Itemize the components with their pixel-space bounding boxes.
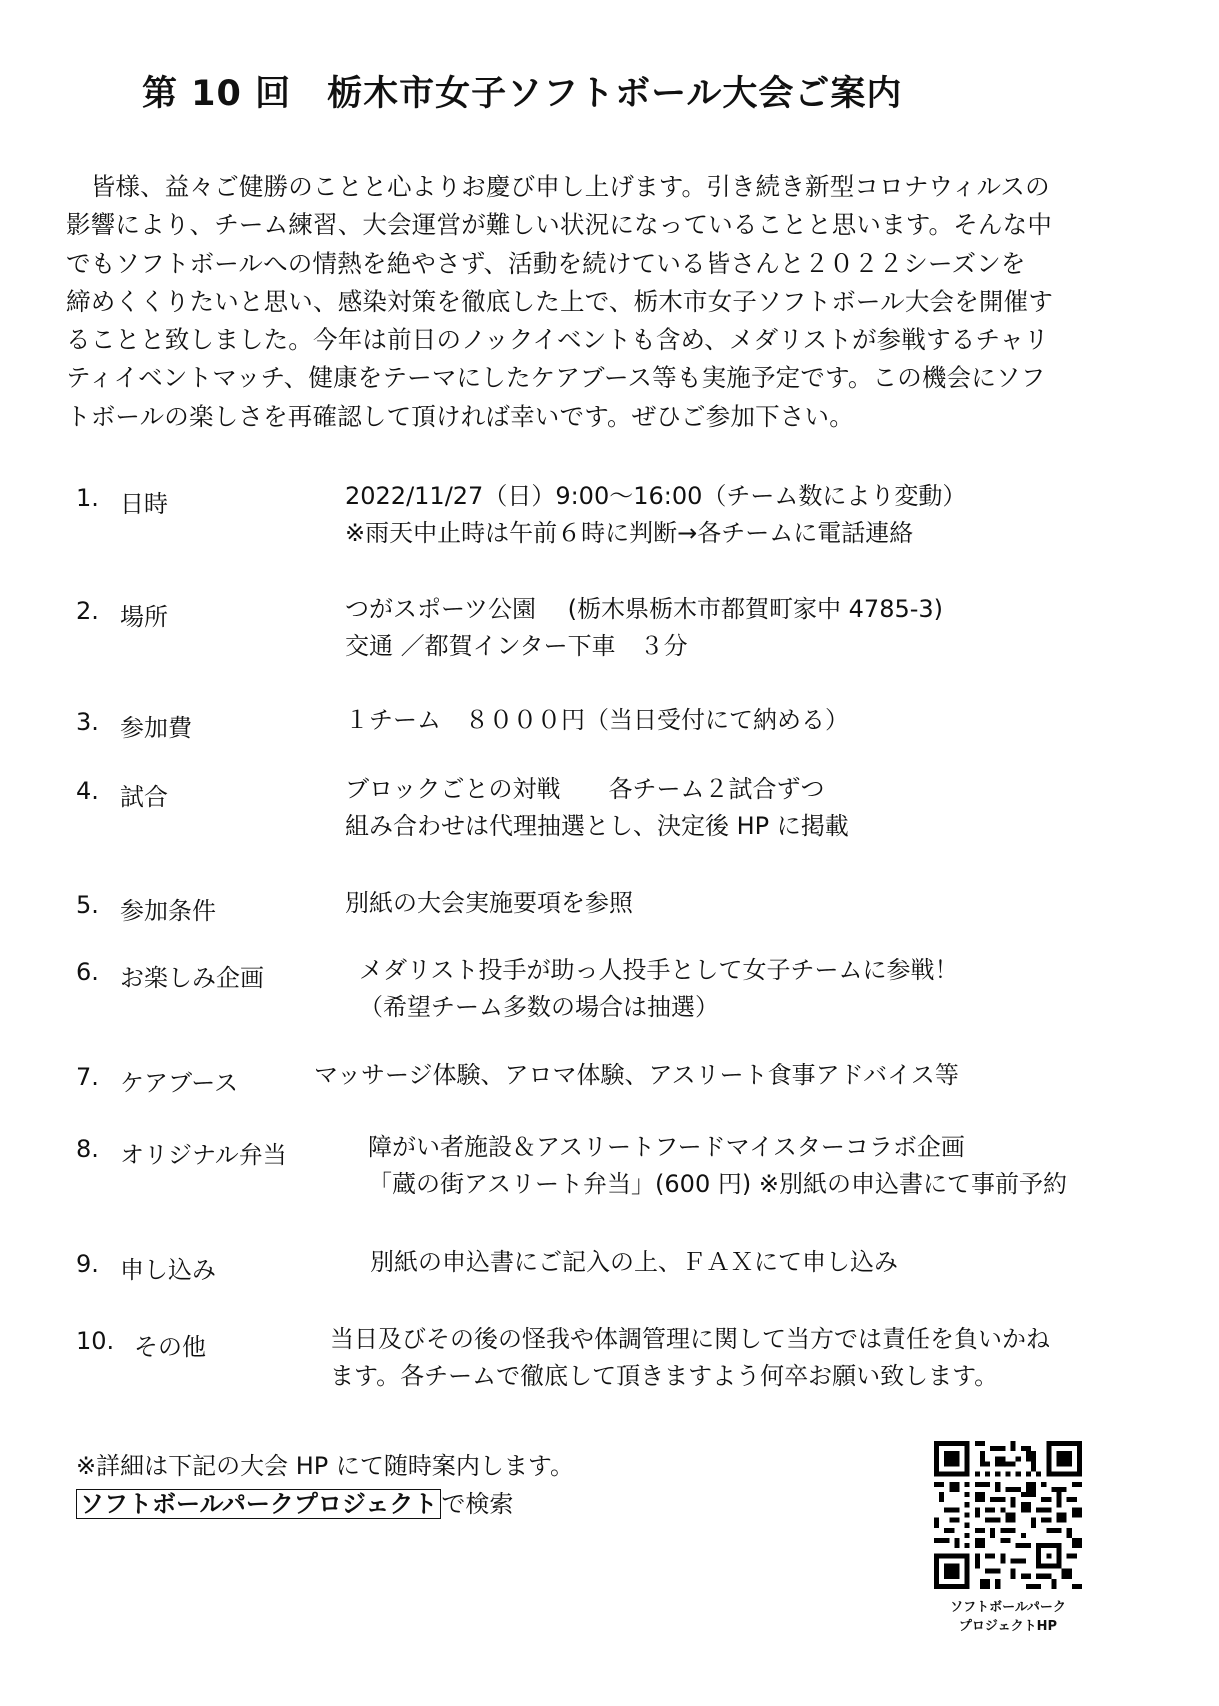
item-value: [359, 952, 959, 1026]
item-value: [345, 885, 633, 922]
item-number: 1.: [76, 484, 99, 512]
intro-line: トボールの楽しさを再確認して頂ければ幸いです。ぜひご参加下さい。: [66, 401, 854, 431]
item-number: 5.: [76, 891, 99, 919]
qr-caption-line: ソフトボールパーク: [950, 1600, 1066, 1615]
item-value-line: ※雨天中止時は午前６時に判断→各チームに電話連絡: [345, 519, 914, 547]
item-value: [330, 1321, 1050, 1395]
item-label: お楽しみ企画: [120, 964, 264, 992]
intro-line: ることと致しました。今年は前日のノックイベントも含め、メダリストが参戦するチャリ: [66, 325, 1049, 355]
item-label: 申し込み: [120, 1256, 216, 1284]
item-value: [314, 1057, 959, 1094]
item-value-line: つがスポーツ公園 (栃木県栃木市都賀町家中 4785-3): [345, 595, 944, 623]
qr-caption-line: プロジェクトHP: [958, 1619, 1058, 1634]
item-value: [368, 1129, 1067, 1203]
item-value-line: マッサージ体験、アロマ体験、アスリート食事アドバイス等: [314, 1061, 959, 1089]
item-value-line: 別紙の申込書にご記入の上、ＦＡＸにて申し込み: [370, 1248, 898, 1276]
item-value-line: 2022/11/27（日）9:00～16:00（チーム数により変動）: [345, 482, 967, 510]
item-label: 試合: [120, 783, 168, 811]
item-label: 参加費: [120, 714, 192, 742]
item-number: 9.: [76, 1250, 99, 1278]
intro-line: でもソフトボールへの情熱を絶やさず、活動を続けている皆さんと２０２２シーズンを: [66, 248, 1026, 278]
item-number: 3.: [76, 708, 99, 736]
item-label: その他: [134, 1333, 206, 1361]
item-number: 7.: [76, 1063, 99, 1091]
item-value: [370, 1244, 898, 1281]
item-value-line: メダリスト投手が助っ人投手として女子チームに参戦！: [359, 956, 959, 984]
qr-caption: [900, 1598, 1116, 1636]
footer-note: [76, 1447, 574, 1523]
item-number: 6.: [76, 958, 99, 986]
item-label: 場所: [120, 603, 168, 631]
search-suffix: で検索: [441, 1490, 514, 1518]
item-value: [345, 702, 849, 739]
item-number: 4.: [76, 777, 99, 805]
item-value-line: 交通 ／都賀インター下車 ３分: [345, 632, 688, 660]
item-value-line: 「蔵の街アスリート弁当」(600 円) ※別紙の申込書にて事前予約: [368, 1170, 1067, 1198]
item-label: ケアブース: [120, 1069, 239, 1097]
item-value-line: １チーム ８０００円（当日受付にて納める）: [345, 706, 849, 734]
item-value-line: （希望チーム多数の場合は抽選）: [359, 993, 719, 1021]
item-value: [345, 771, 849, 845]
item-value-line: 別紙の大会実施要項を参照: [345, 889, 633, 917]
item-label: 参加条件: [120, 897, 216, 925]
qr-code-icon[interactable]: [934, 1441, 1082, 1589]
item-label: オリジナル弁当: [120, 1141, 287, 1169]
item-number: 2.: [76, 597, 99, 625]
item-value: [345, 591, 943, 665]
intro-line: 締めくくりたいと思い、感染対策を徹底した上で、栃木市女子ソフトボール大会を開催す: [66, 286, 1054, 316]
footer-note-text: ※詳細は下記の大会 HP にて随時案内します。: [76, 1452, 574, 1480]
item-value-line: 当日及びその後の怪我や体調管理に関して当方では責任を負いかね: [330, 1325, 1050, 1353]
item-number: 10.: [76, 1327, 115, 1355]
intro-line: 皆様、益々ご健勝のことと心よりお慶び申し上げます。引き続き新型コロナウィルスの: [66, 172, 1050, 201]
item-value-line: 組み合わせは代理抽選とし、決定後 HP に掲載: [345, 812, 849, 840]
intro-paragraph: [66, 168, 1196, 436]
item-value-line: ブロックごとの対戦 各チーム２試合ずつ: [345, 775, 825, 803]
item-value-line: ます。各チームで徹底して頂きますよう何卒お願い致します。: [330, 1362, 999, 1390]
item-value: [345, 478, 966, 552]
intro-line: ティイベントマッチ、健康をテーマにしたケアブース等も実施予定です。この機会にソフ: [66, 363, 1046, 393]
search-term-box: ソフトボールパークプロジェクト: [76, 1489, 441, 1519]
item-value-line: 障がい者施設＆アスリートフードマイスターコラボ企画: [368, 1133, 965, 1161]
search-hint: [76, 1485, 574, 1523]
page-title: 第 10 回 栃木市女子ソフトボール大会ご案内: [142, 74, 903, 114]
item-label: 日時: [120, 490, 168, 518]
item-number: 8.: [76, 1135, 99, 1163]
intro-line: 影響により、チーム練習、大会運営が難しい状況になっていることと思います。そんな中: [66, 210, 1053, 240]
